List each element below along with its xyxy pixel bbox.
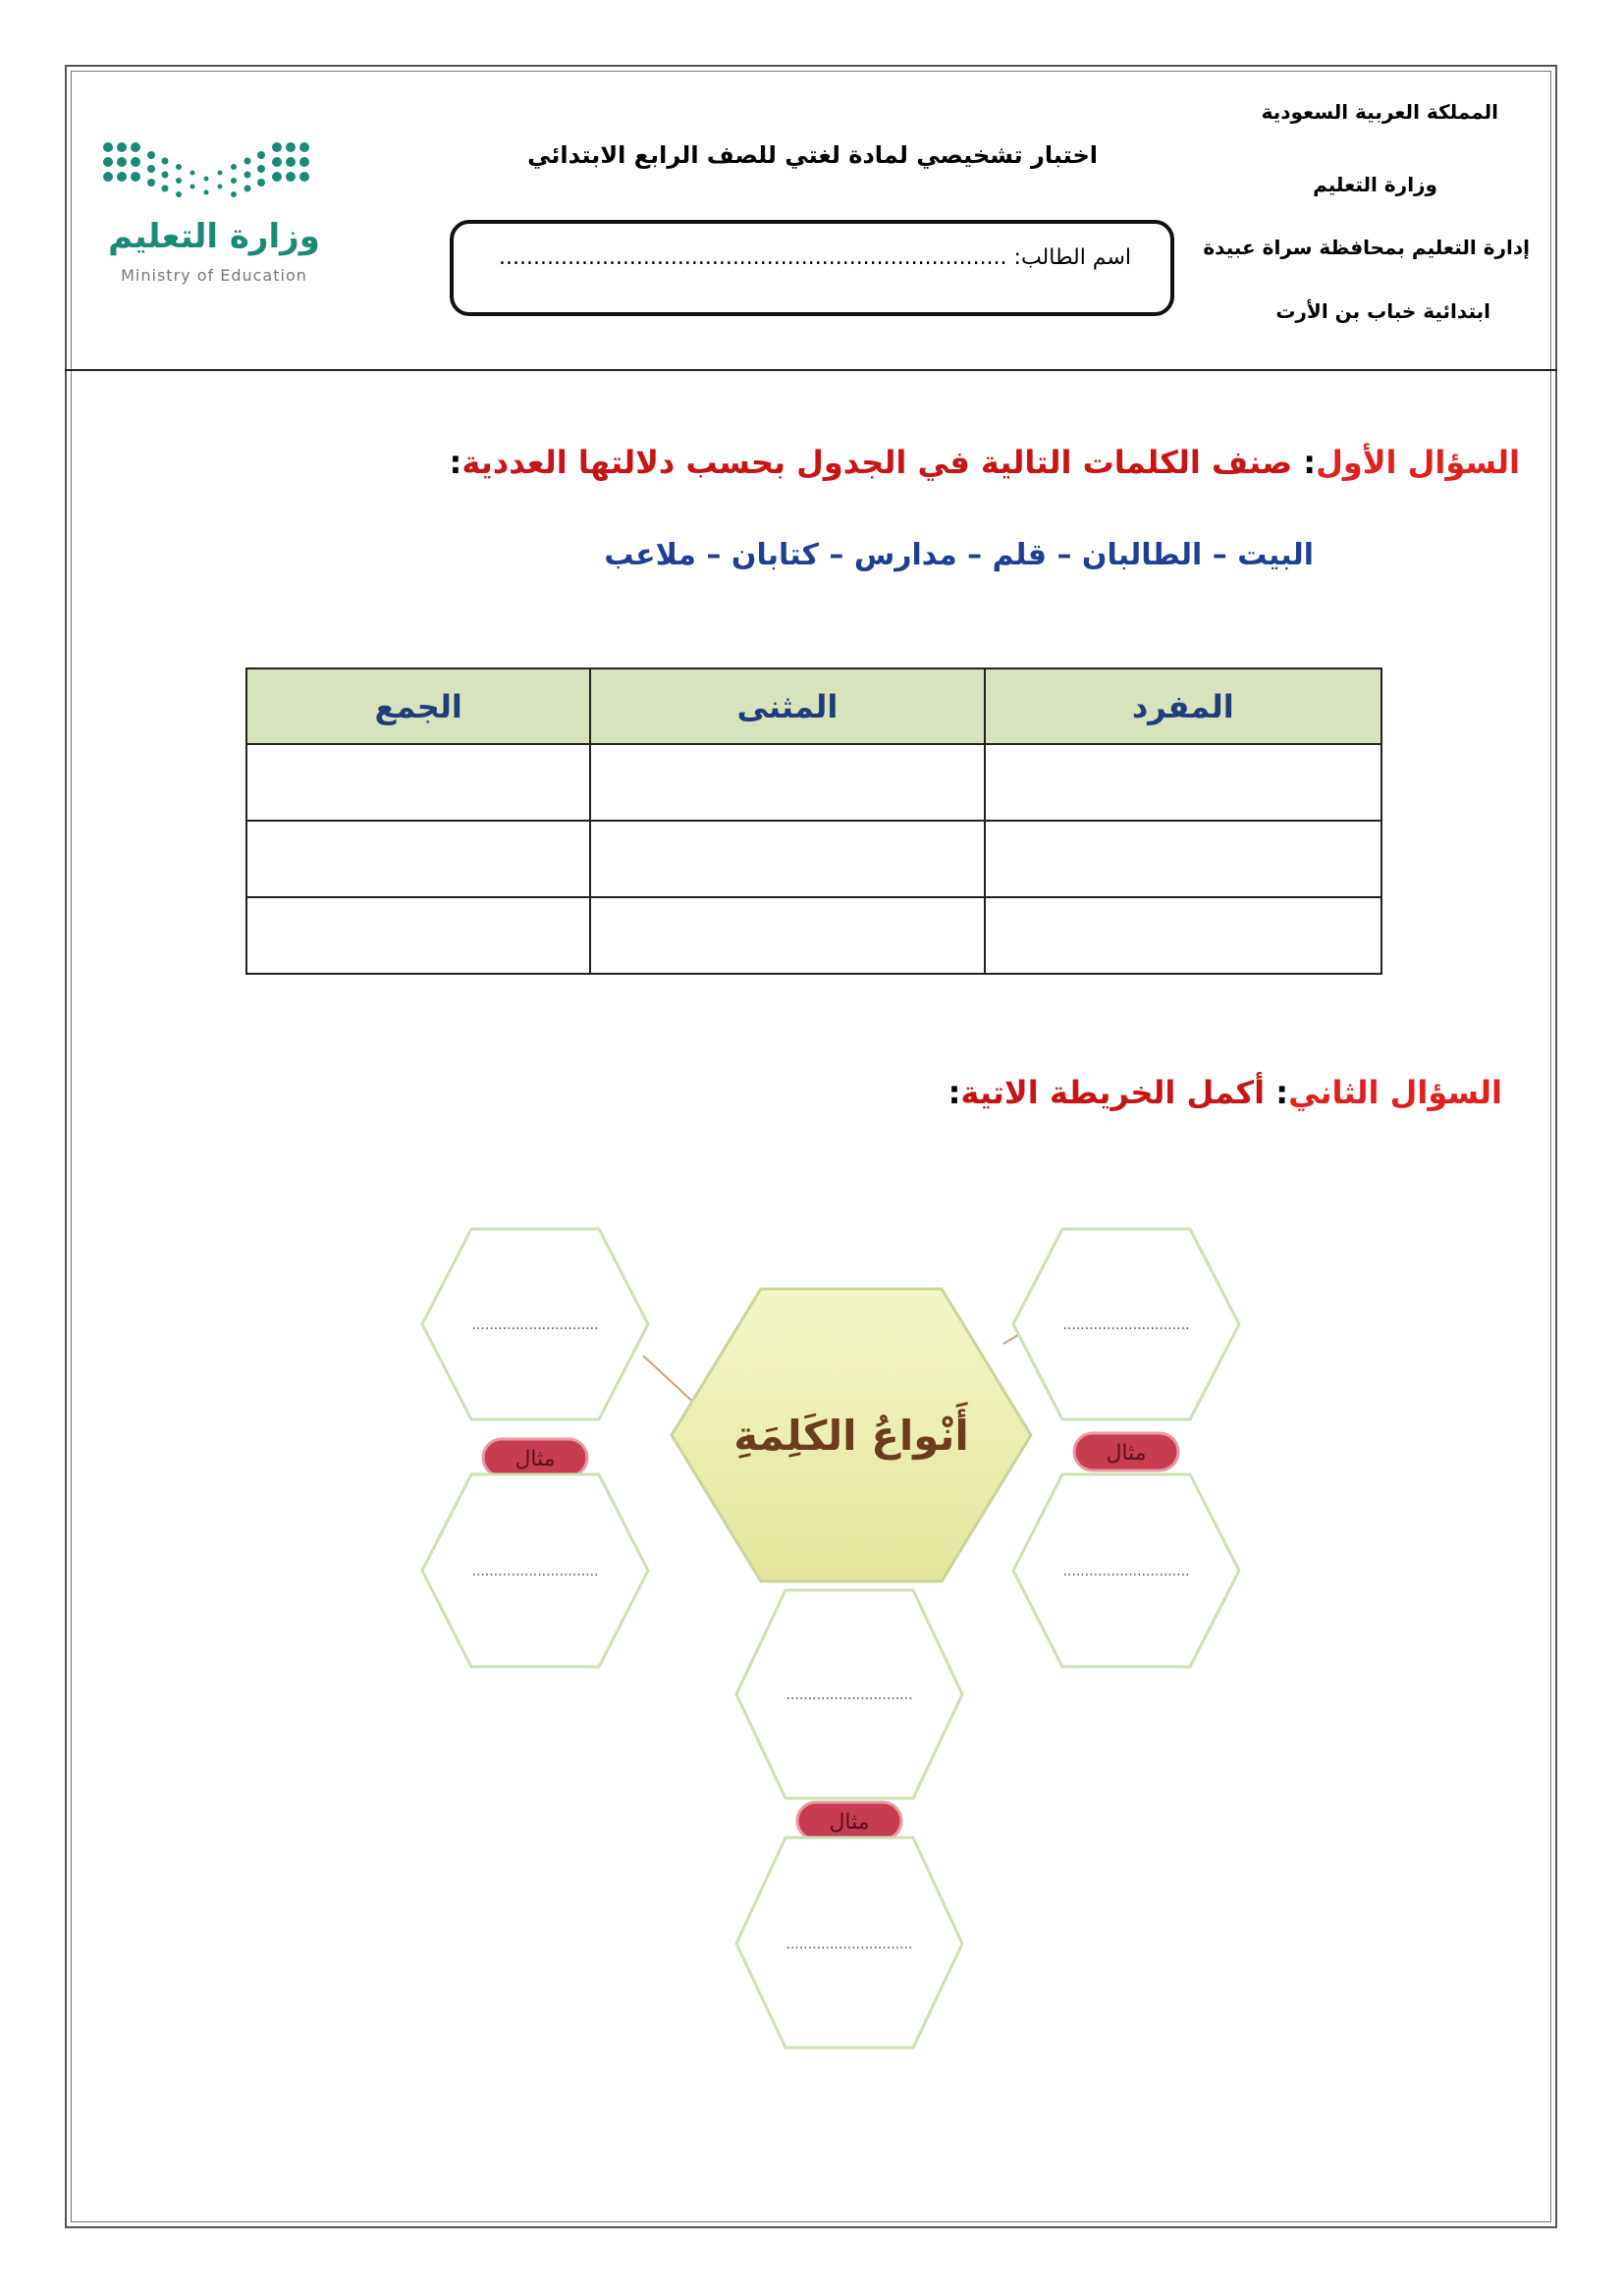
map-bottom-example-pill	[797, 1802, 901, 1840]
table-header-plural: الجمع	[246, 668, 590, 744]
map-right-bottom-box[interactable]	[1013, 1474, 1239, 1667]
question-1-title	[450, 444, 1520, 481]
logo-text-en: Ministry of Education	[121, 266, 307, 285]
map-blank: .............................	[471, 1564, 599, 1579]
map-blank: .............................	[471, 1317, 599, 1333]
map-bottom-top-box[interactable]	[736, 1590, 962, 1798]
table-cell[interactable]	[985, 821, 1381, 897]
classification-table	[245, 667, 1382, 975]
table-cell[interactable]	[985, 744, 1381, 821]
map-center-label: أَنْواعُ الكَلِمَةِ	[733, 1412, 969, 1460]
school-line-school: ابتدائية خباب بن الأرت	[1275, 299, 1490, 323]
table-header-dual: المثنى	[590, 668, 984, 744]
question-1-label: السؤال الأول	[1316, 444, 1520, 481]
map-blank: .............................	[785, 1937, 913, 1952]
map-blank: .............................	[1062, 1564, 1190, 1579]
map-right-top-box[interactable]	[1013, 1229, 1239, 1419]
map-center-hexagon	[672, 1289, 1031, 1581]
table-cell[interactable]	[590, 821, 984, 897]
exam-title: اختبار تشخيصي لمادة لغتي للصف الرابع الابتدائي	[527, 141, 1098, 169]
question-1-text: صنف الكلمات التالية في الجدول بحسب دلالتها العددية	[461, 444, 1293, 481]
map-blank: .............................	[785, 1687, 913, 1703]
map-example-label: مثال	[1106, 1441, 1147, 1466]
question-2-text: أكمل الخريطة الاتية	[960, 1074, 1266, 1111]
table-cell[interactable]	[590, 744, 984, 821]
question-1-word-list: البيت – الطالبان – قلم – مدارس – كتابان – ملاعب	[604, 538, 1314, 572]
ministry-logo-icon	[98, 137, 330, 294]
table-header-row	[246, 668, 1381, 744]
student-name-label: اسم الطالب: ..........................................................................	[499, 245, 1131, 270]
header-divider	[65, 369, 1557, 371]
student-name-box[interactable]	[450, 220, 1174, 316]
question-1-separator: :	[1292, 444, 1317, 481]
table-cell[interactable]	[246, 744, 590, 821]
table-cell[interactable]	[985, 897, 1381, 974]
ministry-logo	[98, 137, 330, 294]
question-2-separator: :	[1265, 1074, 1289, 1111]
map-left-top-box[interactable]	[422, 1229, 648, 1419]
table-row	[246, 821, 1381, 897]
question-2-title	[948, 1074, 1502, 1111]
map-left-bottom-box[interactable]	[422, 1474, 648, 1667]
table-row	[246, 744, 1381, 821]
table-cell[interactable]	[590, 897, 984, 974]
school-line-country: المملكة العربية السعودية	[1261, 100, 1498, 124]
map-example-label: مثال	[514, 1447, 556, 1471]
table-cell[interactable]	[246, 897, 590, 974]
map-left-example-pill	[483, 1439, 587, 1476]
map-bottom-bottom-box[interactable]	[736, 1838, 962, 2048]
word-types-map	[412, 1217, 1267, 2056]
school-line-ministry: وزارة التعليم	[1313, 173, 1437, 196]
table-cell[interactable]	[246, 821, 590, 897]
logo-text-ar: وزارة التعليم	[108, 217, 320, 256]
question-1-colon: :	[449, 444, 462, 481]
question-2-colon: :	[947, 1074, 961, 1111]
map-example-label: مثال	[829, 1810, 870, 1835]
table-row	[246, 897, 1381, 974]
map-right-example-pill	[1074, 1433, 1178, 1470]
question-2-label: السؤال الثاني	[1288, 1074, 1502, 1111]
map-blank: .............................	[1062, 1317, 1190, 1333]
table-header-singular: المفرد	[985, 668, 1381, 744]
school-line-directorate: إدارة التعليم بمحافظة سراة عبيدة	[1203, 236, 1530, 259]
